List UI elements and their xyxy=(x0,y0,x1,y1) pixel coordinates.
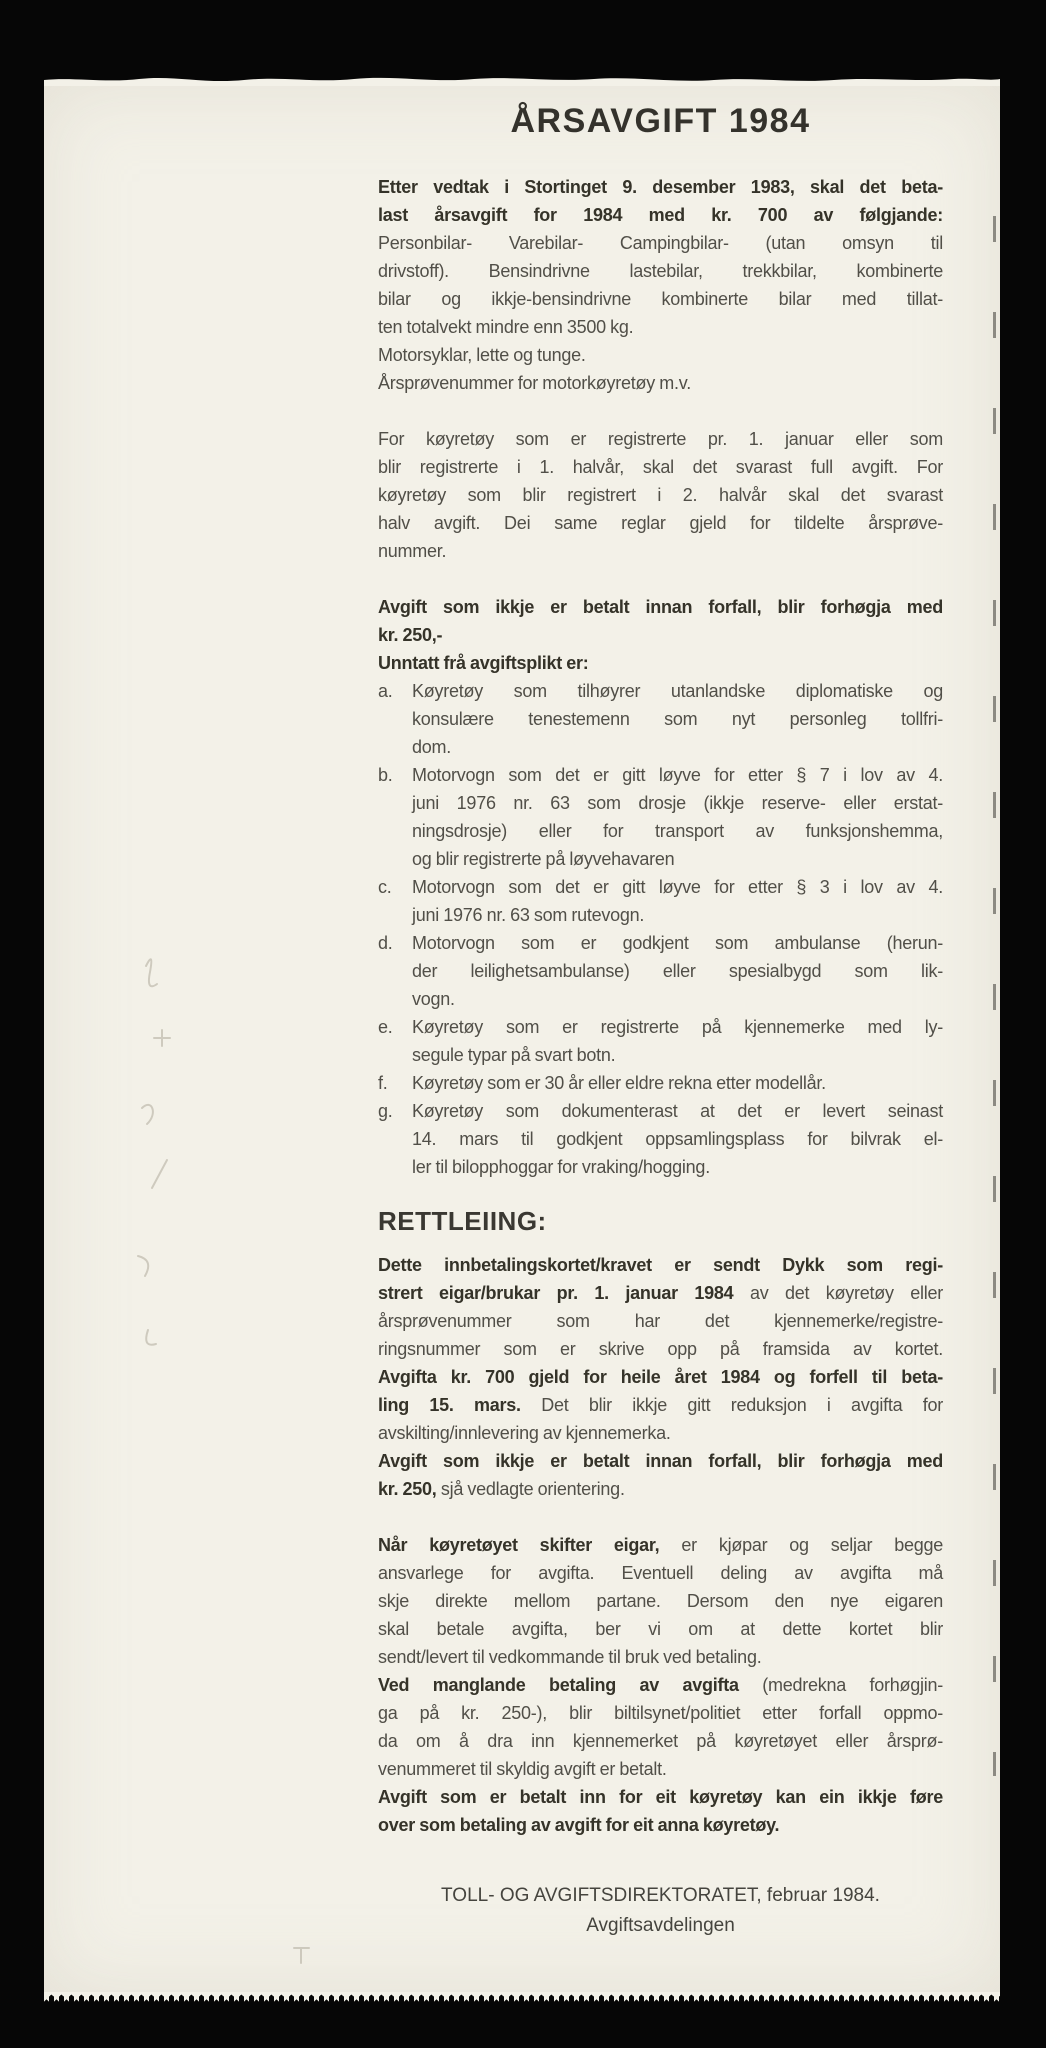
text-segment: ten totalvekt mindre enn 3500 kg. xyxy=(378,317,634,337)
text-segment: juni 1976 nr. 63 som rutevogn. xyxy=(412,905,645,925)
text-line xyxy=(412,845,943,873)
text-line xyxy=(378,341,943,369)
text-segment: Køyretøy som er registrerte på kjennemerke med ly- xyxy=(412,1017,943,1037)
text-line xyxy=(378,621,943,649)
text-segment: der leilighetsambulanse) eller spesialbygd som lik- xyxy=(412,961,943,981)
text-segment: dom. xyxy=(412,737,452,757)
list-item xyxy=(378,1013,943,1069)
text-segment: ga på kr. 250-), blir biltilsynet/politiet etter forfall oppmo- xyxy=(378,1703,943,1723)
text-segment: vogn. xyxy=(412,989,455,1009)
text-line xyxy=(378,1727,943,1755)
list-item xyxy=(378,929,943,1013)
text-line xyxy=(378,593,943,621)
text-line xyxy=(378,1615,943,1643)
text-segment: ansvarlege for avgifta. Eventuell deling av avgifta må xyxy=(378,1563,943,1583)
list-marker: c. xyxy=(378,877,392,897)
text-line xyxy=(412,1097,943,1125)
text-segment: Personbilar- Varebilar- Campingbilar- (utan omsyn til xyxy=(378,233,943,253)
scan-edge-line xyxy=(993,216,996,1776)
text-segment: bilar og ikkje-bensindrivne kombinerte bilar med tillat- xyxy=(378,289,943,309)
text-line xyxy=(378,1251,943,1279)
list-marker: d. xyxy=(378,933,393,953)
text-segment: konsulære tenestemenn som nyt personleg tollfri- xyxy=(412,709,943,729)
section-heading: RETTLEIING: xyxy=(378,1206,547,1236)
text-line xyxy=(378,1587,943,1615)
text-segment: Avgifta kr. 700 gjeld for heile året 1984 og forfell til beta- xyxy=(378,1367,943,1387)
list-marker: a. xyxy=(378,681,393,701)
list-item xyxy=(378,677,943,761)
text-segment: skje direkte mellom partane. Dersom den nye eigaren xyxy=(378,1591,943,1611)
text-segment: av det køyretøy eller xyxy=(749,1283,943,1303)
text-segment: Det blir ikkje gitt reduksjon i avgifta for xyxy=(541,1395,943,1415)
text-line xyxy=(378,1559,943,1587)
text-segment: Dette innbetalingskortet/kravet er sendt Dykk som regi- xyxy=(378,1255,943,1275)
text-line xyxy=(412,733,943,761)
text-line xyxy=(378,201,943,229)
text-line xyxy=(378,425,943,453)
text-segment: For køyretøy som er registrerte pr. 1. januar eller som xyxy=(378,429,943,449)
text-line xyxy=(378,1391,943,1419)
text-line xyxy=(412,677,943,705)
text-line xyxy=(412,985,943,1013)
text-segment: Avgift som er betalt inn for eit køyretøy kan ein ikkje føre xyxy=(378,1787,943,1807)
text-segment: Motorvogn som det er gitt løyve for etter § 7 i lov av 4. xyxy=(412,765,943,785)
list-item-text xyxy=(412,929,943,1013)
text-line xyxy=(378,537,943,565)
text-line xyxy=(412,929,943,957)
text-line xyxy=(378,313,943,341)
text-line xyxy=(378,369,943,397)
text-line xyxy=(378,1363,943,1391)
text-segment: Ved manglande betaling av avgifta xyxy=(378,1675,739,1695)
text-line xyxy=(378,509,943,537)
text-line xyxy=(378,1671,943,1699)
text-segment: avskilting/innlevering av kjennemerka. xyxy=(378,1423,671,1443)
text-line xyxy=(378,257,943,285)
text-segment: Motorvogn som er godkjent som ambulanse (herun- xyxy=(412,933,943,953)
text-line xyxy=(412,1069,943,1097)
text-line xyxy=(412,957,943,985)
list-item-text xyxy=(412,873,943,929)
text-line xyxy=(378,173,943,201)
text-segment: sjå vedlagte orientering. xyxy=(440,1479,625,1499)
text-line xyxy=(378,1335,943,1363)
list-item xyxy=(378,1097,943,1181)
text-line xyxy=(412,817,943,845)
text-segment: skal betale avgifta, ber vi om at dette kortet blir xyxy=(378,1619,943,1639)
text-segment: ler til bilopphoggar for vraking/hogging. xyxy=(412,1157,710,1177)
text-segment: Køyretøy som dokumenterast at det er levert seinast xyxy=(412,1101,943,1121)
text-line xyxy=(378,481,943,509)
paragraph xyxy=(378,1251,943,1503)
paragraph xyxy=(378,593,943,677)
text-segment: segule typar på svart botn. xyxy=(412,1045,616,1065)
text-segment: Køyretøy som er 30 år eller eldre rekna etter modellår. xyxy=(412,1073,826,1093)
list-item xyxy=(378,761,943,873)
text-line xyxy=(412,789,943,817)
paragraph xyxy=(378,173,943,397)
list-item-text xyxy=(412,677,943,761)
perforated-edge xyxy=(44,1992,1000,2002)
document-title: ÅRSAVGIFT 1984 xyxy=(510,102,811,140)
text-line xyxy=(412,901,943,929)
text-segment: og blir registrerte på løyvehavaren xyxy=(412,849,675,869)
text-line xyxy=(378,1811,943,1839)
document-footer xyxy=(378,1881,943,1941)
list-marker: e. xyxy=(378,1017,393,1037)
list-item xyxy=(378,1069,943,1097)
text-segment: køyretøy som blir registrert i 2. halvår skal det svarast xyxy=(378,485,943,505)
text-segment: Avgift som ikkje er betalt innan forfall, blir forhøgja med xyxy=(378,1451,943,1471)
text-segment: halv avgift. Dei same reglar gjeld for tildelte årsprøve- xyxy=(378,513,943,533)
list-item-text xyxy=(412,761,943,873)
text-segment: ringsnummer som er skrive opp på framsida av kortet. xyxy=(378,1339,943,1359)
text-segment: ningsdrosje) eller for transport av funksjonshemma, xyxy=(412,821,943,841)
text-segment: sendt/levert til vedkommande til bruk ved betaling. xyxy=(378,1647,762,1667)
list-item-text xyxy=(412,1013,943,1069)
text-segment: kr. 250, xyxy=(378,1479,437,1499)
text-segment: nummer. xyxy=(378,541,447,561)
list-marker: b. xyxy=(378,765,393,785)
text-line xyxy=(412,761,943,789)
text-line xyxy=(412,1041,943,1069)
document-content xyxy=(378,86,943,1941)
text-line xyxy=(378,1419,943,1447)
text-line xyxy=(378,649,943,677)
text-segment: Motorvogn som det er gitt løyve for etter § 3 i lov av 4. xyxy=(412,877,943,897)
text-segment: Etter vedtak i Stortinget 9. desember 1983, skal det beta- xyxy=(378,177,943,197)
text-segment: Når køyretøyet skifter eigar, xyxy=(378,1535,660,1555)
text-segment: venummeret til skyldig avgift er betalt. xyxy=(378,1759,667,1779)
text-segment: da om å dra inn kjennemerket på køyretøyet eller årsprø- xyxy=(378,1731,943,1751)
text-segment: juni 1976 nr. 63 som drosje (ikkje reserve- eller erstat- xyxy=(412,793,943,813)
text-segment: kr. 250,- xyxy=(378,625,443,645)
text-line xyxy=(378,1783,943,1811)
exemption-list xyxy=(378,677,943,1181)
text-segment: Avgift som ikkje er betalt innan forfall, blir forhøgja med xyxy=(378,597,943,617)
document-body xyxy=(378,173,943,1839)
text-segment: over som betaling av avgift for eit anna køyretøy. xyxy=(378,1815,780,1835)
payment-card-back xyxy=(44,86,1000,1992)
list-marker: g. xyxy=(378,1101,393,1121)
text-segment: last årsavgift for 1984 med kr. 700 av følgjande: xyxy=(378,205,943,225)
text-line xyxy=(412,1125,943,1153)
text-segment: årsprøvenummer som har det kjennemerke/registre- xyxy=(378,1311,943,1331)
text-line xyxy=(378,1699,943,1727)
text-line xyxy=(412,873,943,901)
text-segment: drivstoff). Bensindrivne lastebilar, trekkbilar, kombinerte xyxy=(378,261,943,281)
text-line xyxy=(378,453,943,481)
list-item-text xyxy=(412,1069,943,1097)
text-segment: Årsprøvenummer for motorkøyretøy m.v. xyxy=(378,373,691,393)
list-item xyxy=(378,873,943,929)
text-segment: Unntatt frå avgiftsplikt er: xyxy=(378,653,589,673)
text-line xyxy=(378,1475,943,1503)
text-segment: ling 15. mars. xyxy=(378,1395,521,1415)
text-line xyxy=(378,1531,943,1559)
text-line xyxy=(378,285,943,313)
text-line xyxy=(378,1447,943,1475)
text-segment: er kjøpar og seljar begge xyxy=(681,1535,943,1555)
text-line xyxy=(378,1755,943,1783)
text-line xyxy=(378,1643,943,1671)
paragraph xyxy=(378,1531,943,1839)
text-segment: (medrekna forhøgjin- xyxy=(762,1675,943,1695)
torn-edge xyxy=(44,72,1000,86)
list-item-text xyxy=(412,1097,943,1181)
text-line xyxy=(412,705,943,733)
paragraph xyxy=(378,425,943,565)
text-line xyxy=(412,1153,943,1181)
pencil-marks xyxy=(84,926,344,1986)
text-line xyxy=(378,1307,943,1335)
footer-organization: TOLL- OG AVGIFTSDIREKTORATET, februar 1984. xyxy=(441,1885,880,1906)
text-segment: Motorsyklar, lette og tunge. xyxy=(378,345,586,365)
list-marker: f. xyxy=(378,1073,388,1093)
text-segment: strert eigar/brukar pr. 1. januar 1984 xyxy=(378,1283,734,1303)
text-line xyxy=(412,1013,943,1041)
text-line xyxy=(378,229,943,257)
footer-department: Avgiftsavdelingen xyxy=(586,1915,735,1936)
text-segment: blir registrerte i 1. halvår, skal det svarast full avgift. For xyxy=(378,457,943,477)
text-line xyxy=(378,1279,943,1307)
text-segment: Køyretøy som tilhøyrer utanlandske diplomatiske og xyxy=(412,681,943,701)
text-segment: 14. mars til godkjent oppsamlingsplass for bilvrak el- xyxy=(412,1129,943,1149)
